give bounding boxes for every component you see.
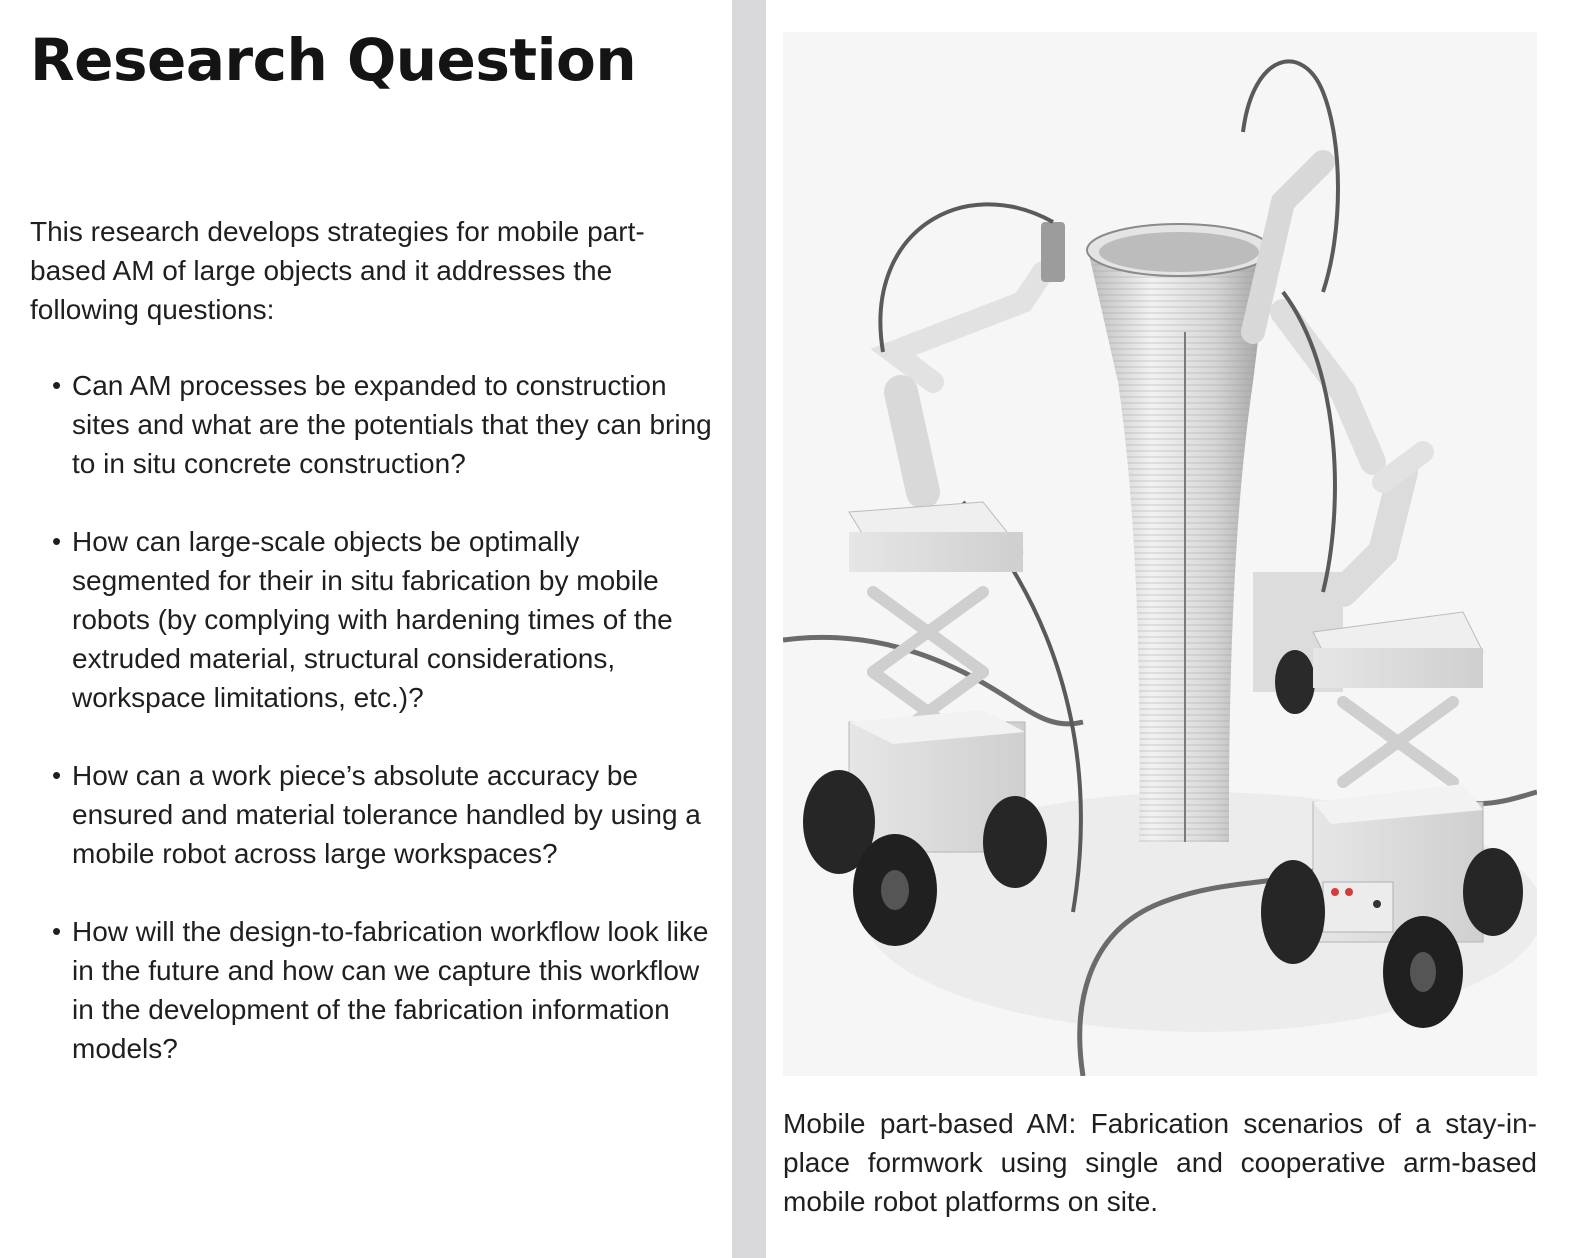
figure-image	[783, 32, 1537, 1076]
bullet-icon: •	[52, 916, 62, 946]
question-text: How can large-scale objects be optimally segmented for their in situ fabrication by mobile robots (by complying with hardening times of the extruded material, structural considerations, workspace limitations, etc.)?	[72, 526, 673, 713]
robot-rendering	[783, 32, 1537, 1076]
page-title: Research Question	[30, 26, 637, 94]
question-text: Can AM processes be expanded to construction sites and what are the potentials that they can bring to in situ concrete construction?	[72, 370, 712, 479]
intro-paragraph: This research develops strategies for mobile part-based AM of large objects and it addresses the following questions:	[30, 216, 645, 325]
figure-caption: Mobile part-based AM: Fabrication scenarios of a stay-in-place formwork using single and cooperative arm-based mobile robot platforms on site.	[783, 1108, 1537, 1217]
question-text: How can a work piece’s absolute accuracy be ensured and material tolerance handled by using a mobile robot across large workspaces?	[72, 760, 701, 869]
bullet-icon: •	[52, 526, 62, 556]
bullet-icon: •	[52, 370, 62, 400]
question-list	[50, 366, 718, 1107]
column-divider	[732, 0, 766, 1258]
figure-column	[766, 0, 1588, 1258]
list-item	[50, 756, 718, 873]
list-item	[50, 366, 718, 483]
text-column	[0, 0, 732, 1258]
list-item	[50, 522, 718, 717]
list-item	[50, 912, 718, 1068]
question-text: How will the design-to-fabrication workflow look like in the future and how can we capture this workflow in the development of the fabrication information models?	[72, 916, 709, 1064]
bullet-icon: •	[52, 760, 62, 790]
